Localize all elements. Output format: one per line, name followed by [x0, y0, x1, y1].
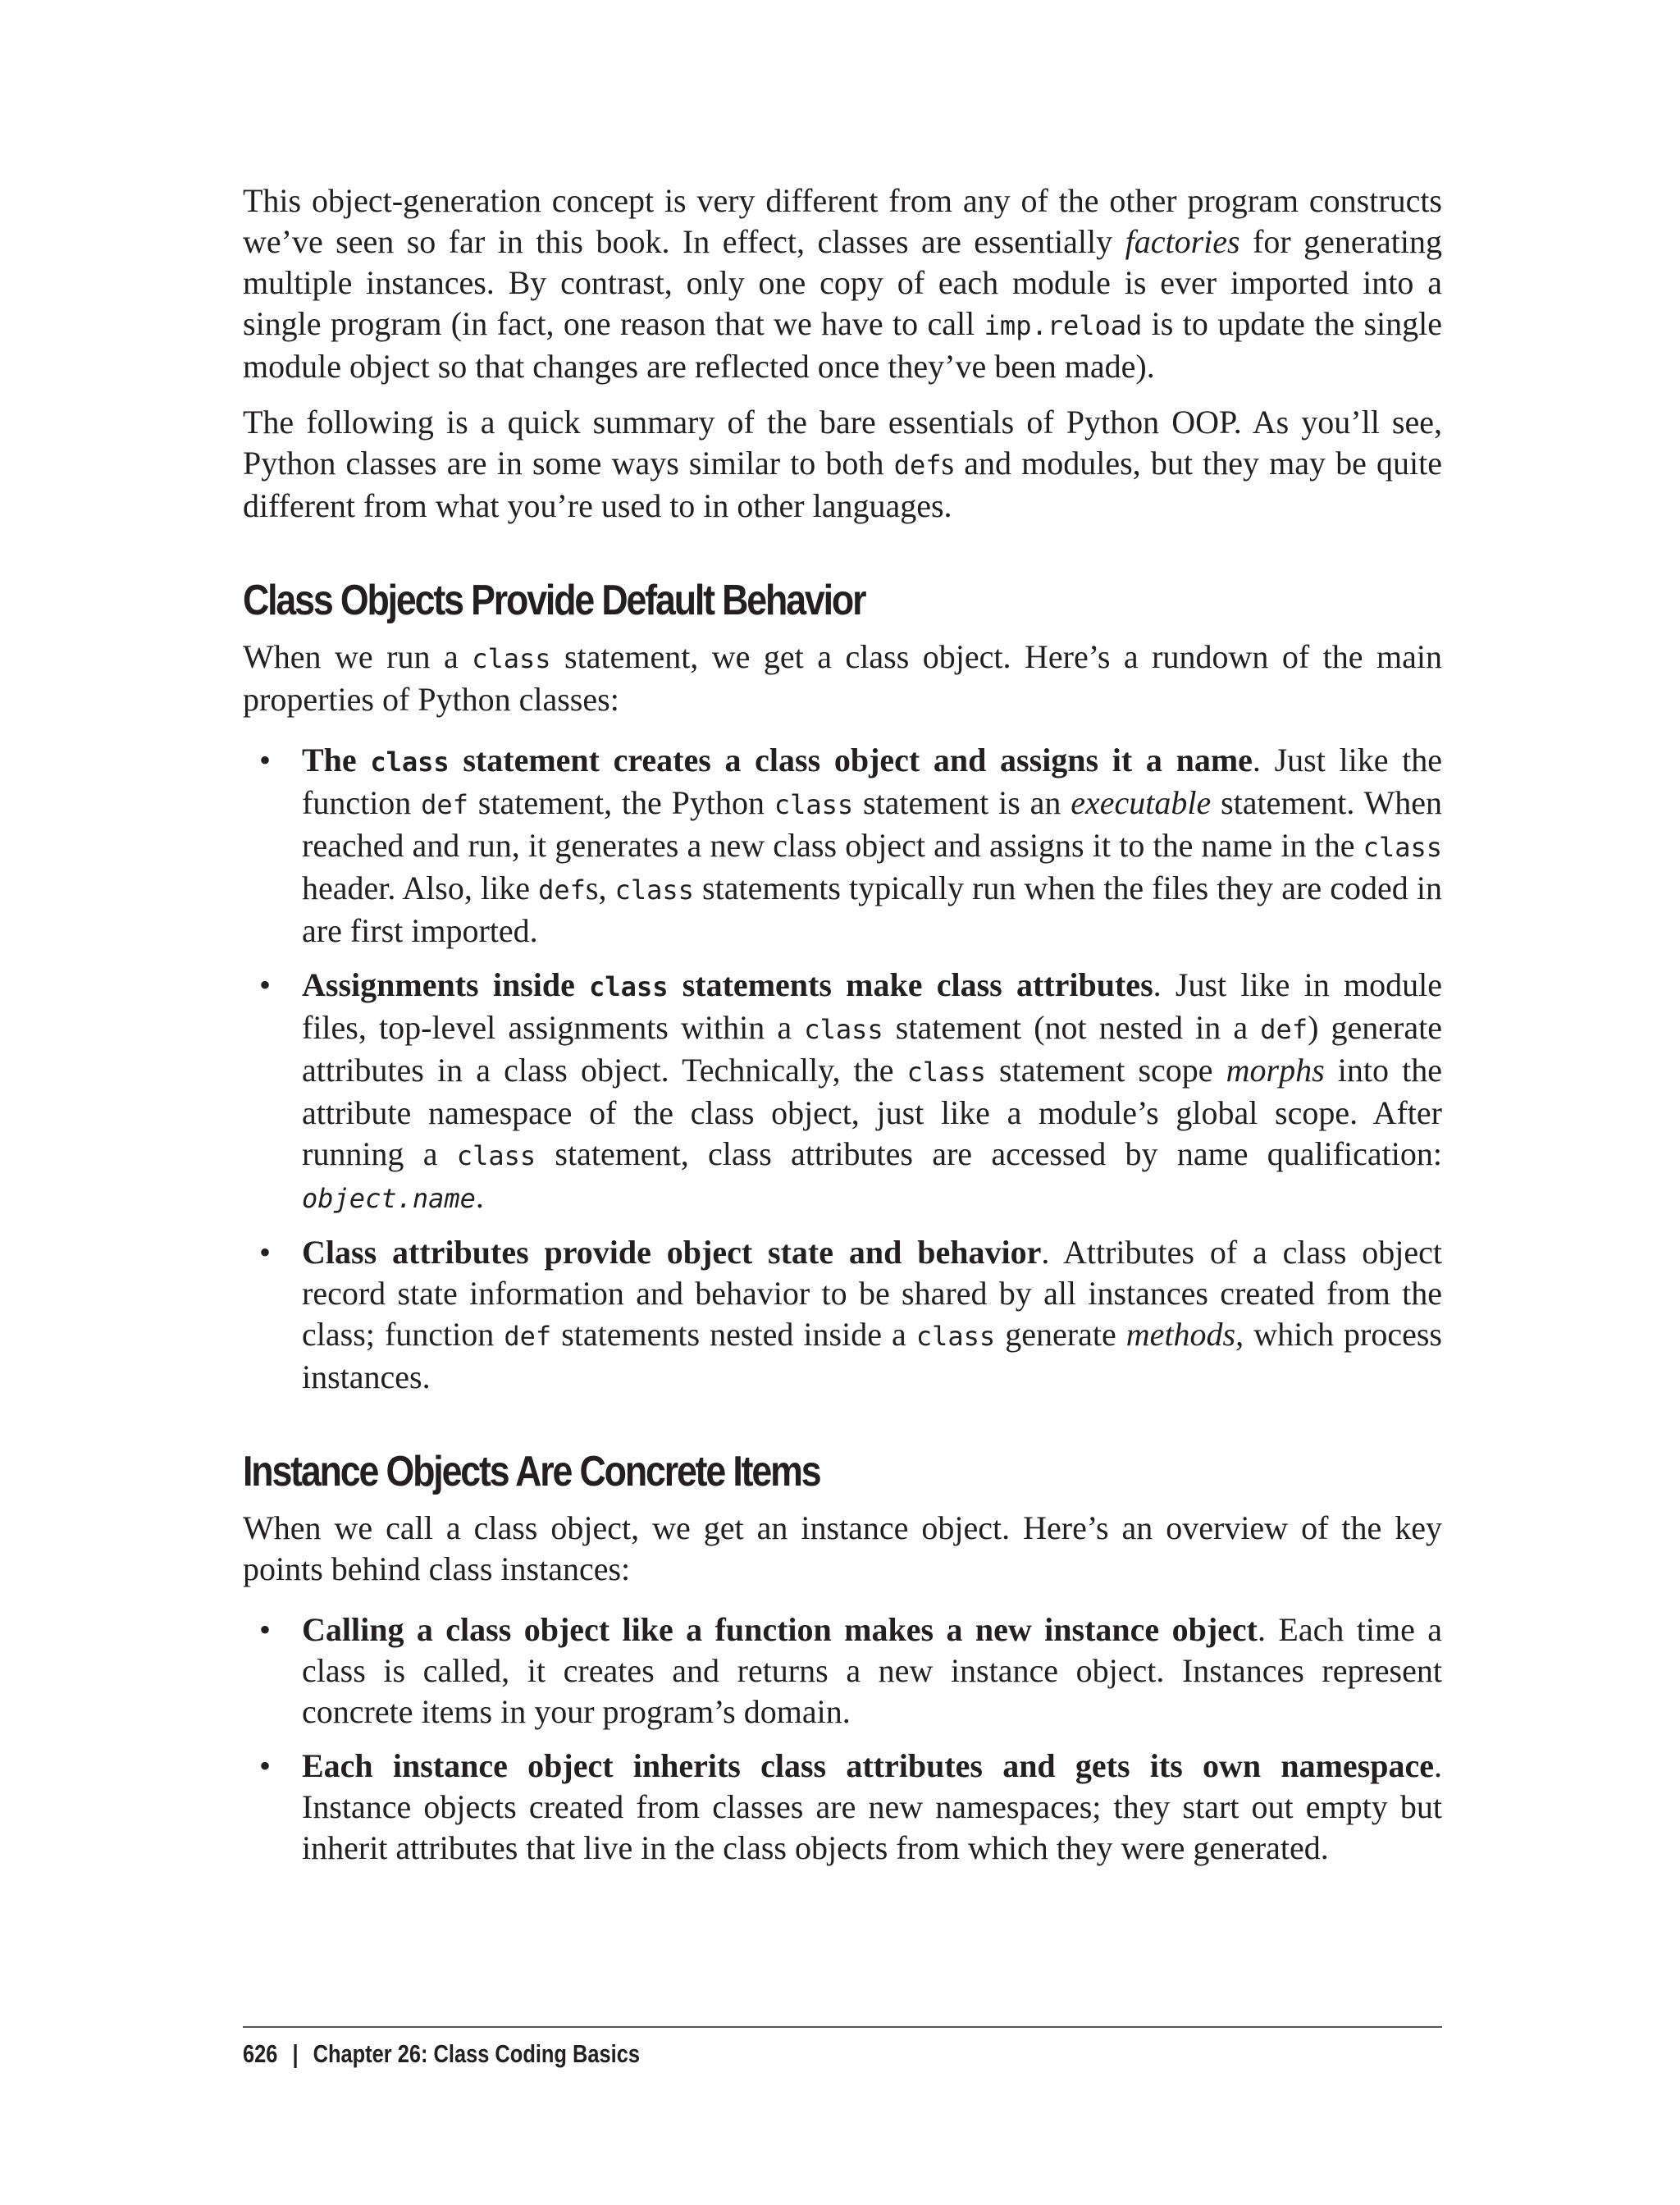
- section1-intro: When we run a class statement, we get a class object. Here’s a rundown of the main properties of Python classes:: [243, 638, 1442, 718]
- class-objects-list: [243, 740, 1442, 1398]
- list-item: • Calling a class object like a function makes a new instance object. Each time a class is called, it creates and returns a new instance object. Instances represent concrete items in your program’s domain.: [259, 1611, 1442, 1730]
- list-item: • The class statement creates a class object and assigns it a name. Just like the function def statement, the Python class statement is an executable statement. When reached and run, it generates a new class object and assigns it to the name in the class header. Also, like defs, class statements typically run when the files they are coded in are first imported.: [259, 742, 1442, 949]
- section2-intro: When we call a class object, we get an instance object. Here’s an overview of the key points behind class instances:: [243, 1509, 1442, 1587]
- bullet-icon: •: [259, 742, 272, 778]
- chapter-title: Chapter 26: Class Coding Basics: [313, 2039, 641, 2068]
- footer-separator: |: [292, 2039, 299, 2068]
- list-item: • Class attributes provide object state and behavior. Attributes of a class object record state information and behavior to be shared by all instances created from the class; function def statements nested inside a class generate methods, which process instances.: [259, 1234, 1442, 1395]
- section-heading-class-objects: Class Objects Provide Default Behavior: [243, 577, 865, 624]
- bullet-icon: •: [259, 966, 272, 1003]
- section-heading-instance-objects: Instance Objects Are Concrete Items: [243, 1448, 820, 1495]
- list-item: • Each instance object inherits class attributes and gets its own namespace. Instance objects created from classes are new namespaces; they start out empty but inherit attributes that live in the class objects from which they were generated.: [259, 1747, 1442, 1866]
- bullet-icon: •: [259, 1747, 272, 1784]
- instance-objects-list: [243, 1609, 1442, 1869]
- page-footer: [243, 2038, 640, 2070]
- footer-rule: [243, 2026, 1442, 2028]
- intro-paragraph-1: This object-generation concept is very different from any of the other program constructs we’ve seen so far in this book. In effect, classes are essentially factories for generating multiple instances. By contrast, only one copy of each module is ever imported into a single program (in fact, one reason that we have to call imp.reload is to update the single module object so that changes are reflected once they’ve been made).: [243, 182, 1443, 385]
- page-body: [243, 180, 1442, 1882]
- page-number: 626: [243, 2039, 278, 2068]
- bullet-icon: •: [259, 1611, 272, 1648]
- intro-paragraph-2: The following is a quick summary of the bare essentials of Python OOP. As you’ll see, Python classes are in some ways similar to both defs and modules, but they may be quite different from what you’re used to in other languages.: [243, 404, 1443, 524]
- list-item: • Assignments inside class statements make class attributes. Just like in module files, top-level assignments within a class statement (not nested in a def) generate attributes in a class object. Technically, the class statement scope morphs into the attribute namespace of the class object, just like a module’s global scope. After running a class statement, class attributes are accessed by name qualification: object.name.: [259, 966, 1443, 1215]
- bullet-icon: •: [259, 1234, 272, 1271]
